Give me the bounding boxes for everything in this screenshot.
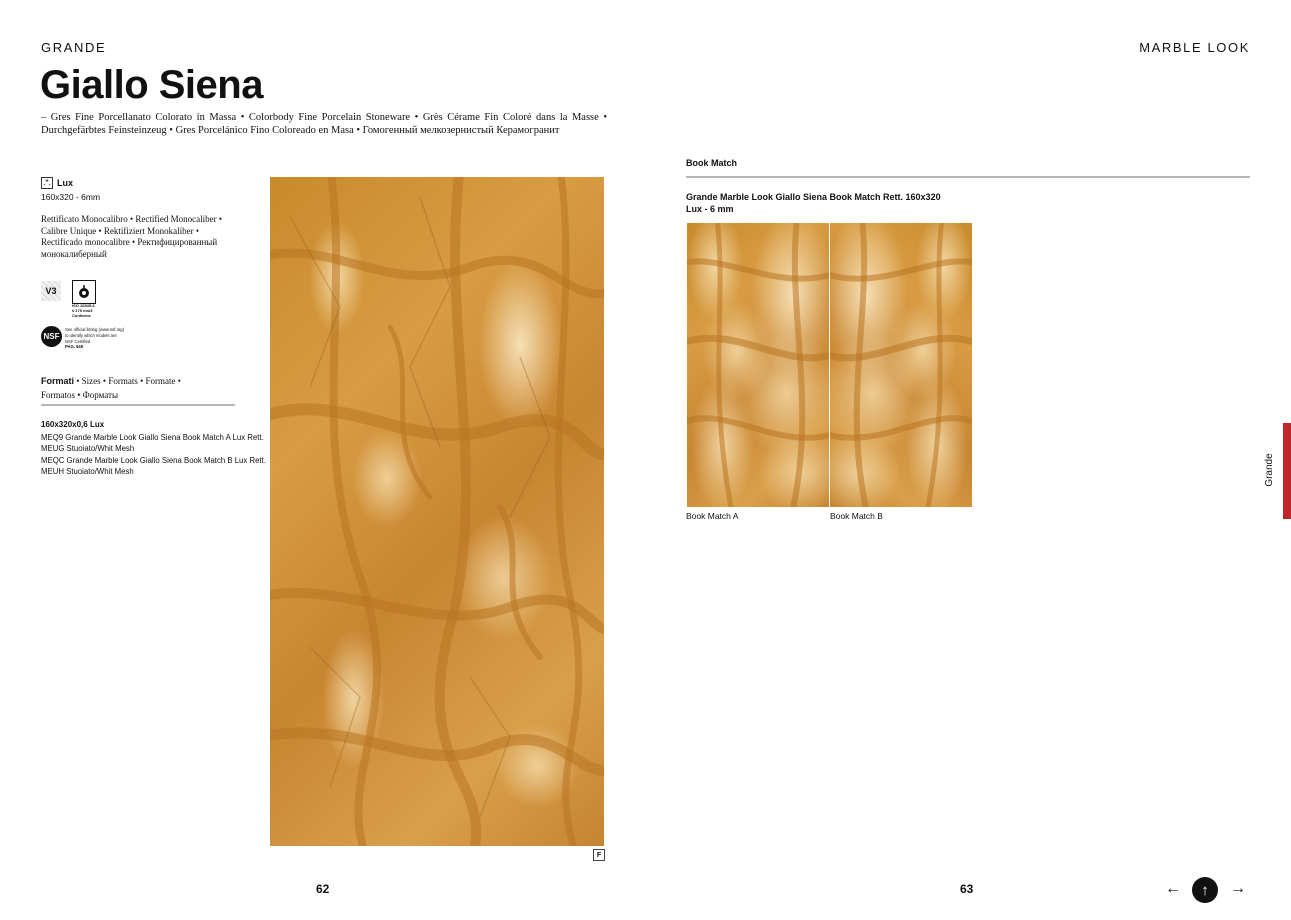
brand-right: MARBLE LOOK [1139,40,1250,55]
v3-rating-label: V3 [45,286,57,296]
book-match-a-label: Book Match A [686,511,739,521]
nsf-logo-icon [41,326,62,347]
formats-list [41,432,266,478]
side-tab-marker[interactable] [1283,423,1291,519]
iso-line: ISO 10545-6 [72,303,95,308]
rectified-text: Rettificato Monocalibro • Rectified Monocaliber • Calibre Unique • Rektifiziert Monokaliber • Rectificado monocalibre • Ректифицированный монокалиберный [41,214,222,259]
nsf-logo-text: NSF [43,332,60,341]
nsf-line: NSF Certified [65,338,91,344]
list-item: MEUG Stuoiato/Whit Mesh [41,444,135,454]
iso-abrasion-icon [72,280,96,304]
book-match-a-image [687,223,829,507]
prev-page-button[interactable]: ← [1165,880,1181,897]
nsf-line: PAG. 649 [65,344,84,350]
iso-line: ≤ 175 mm3 [72,308,93,313]
formats-heading-bold: Formati [41,376,75,386]
finish-label: Lux [57,178,74,188]
side-tab-label[interactable]: Grande [1263,453,1275,487]
back-to-top-button[interactable]: ↑ [1192,877,1218,903]
book-match-section-title: Book Match [686,158,738,168]
f-badge: F [593,849,605,861]
book-match-product-title [686,192,941,215]
iso-text [72,303,95,318]
list-item: MEQC Grande Marble Look Giallo Siena Book Match B Lux Rett. [41,455,266,465]
product-title-line: Grande Marble Look Giallo Siena Book Match Rett. 160x320 [686,192,941,202]
page-number-right: 63 [960,882,974,896]
next-page-button[interactable]: → [1230,880,1246,897]
formats-heading-rest: • Sizes • Formats • Formate • Formatos • Форматы [41,376,181,400]
size-label: 160x320 - 6mm [41,192,101,202]
finish-row [41,177,73,189]
formats-heading [41,374,201,401]
page-number-left: 62 [316,882,330,896]
book-match-b-label: Book Match B [830,511,883,521]
v3-rating-icon [41,281,61,301]
lux-finish-icon [41,177,53,189]
nsf-line: to identify which models are [65,332,117,338]
formats-group-title: 160x320x0,6 Lux [41,420,105,429]
list-item: MEUH Stuoiato/Whit Mesh [41,467,134,477]
book-match-divider [686,176,1250,178]
product-subtitle: – Gres Fine Porcellanato Colorato in Massa • Colorbody Fine Porcelain Stoneware • Grès Cérame Fin Coloré dans la Masse • Durchgefärbtes Feinsteinzeug • Gres Porcelánico Fino Coloreado en Masa • Гомогенный мелкозернистый Керамогранит [41,112,607,136]
brand-left: GRANDE [41,40,107,55]
main-marble-image [270,177,604,846]
nsf-line: See official listing (www.nsf.org) [65,327,125,332]
book-match-b-image [830,223,972,507]
formats-divider [41,404,235,406]
nsf-text [65,327,124,350]
product-title-line: Lux - 6 mm [686,203,734,214]
list-item: MEQ9 Grande Marble Look Giallo Siena Book Match A Lux Rett. [41,433,264,442]
iso-line: Conforme [72,313,91,318]
page-title: Giallo Siena [40,63,263,107]
